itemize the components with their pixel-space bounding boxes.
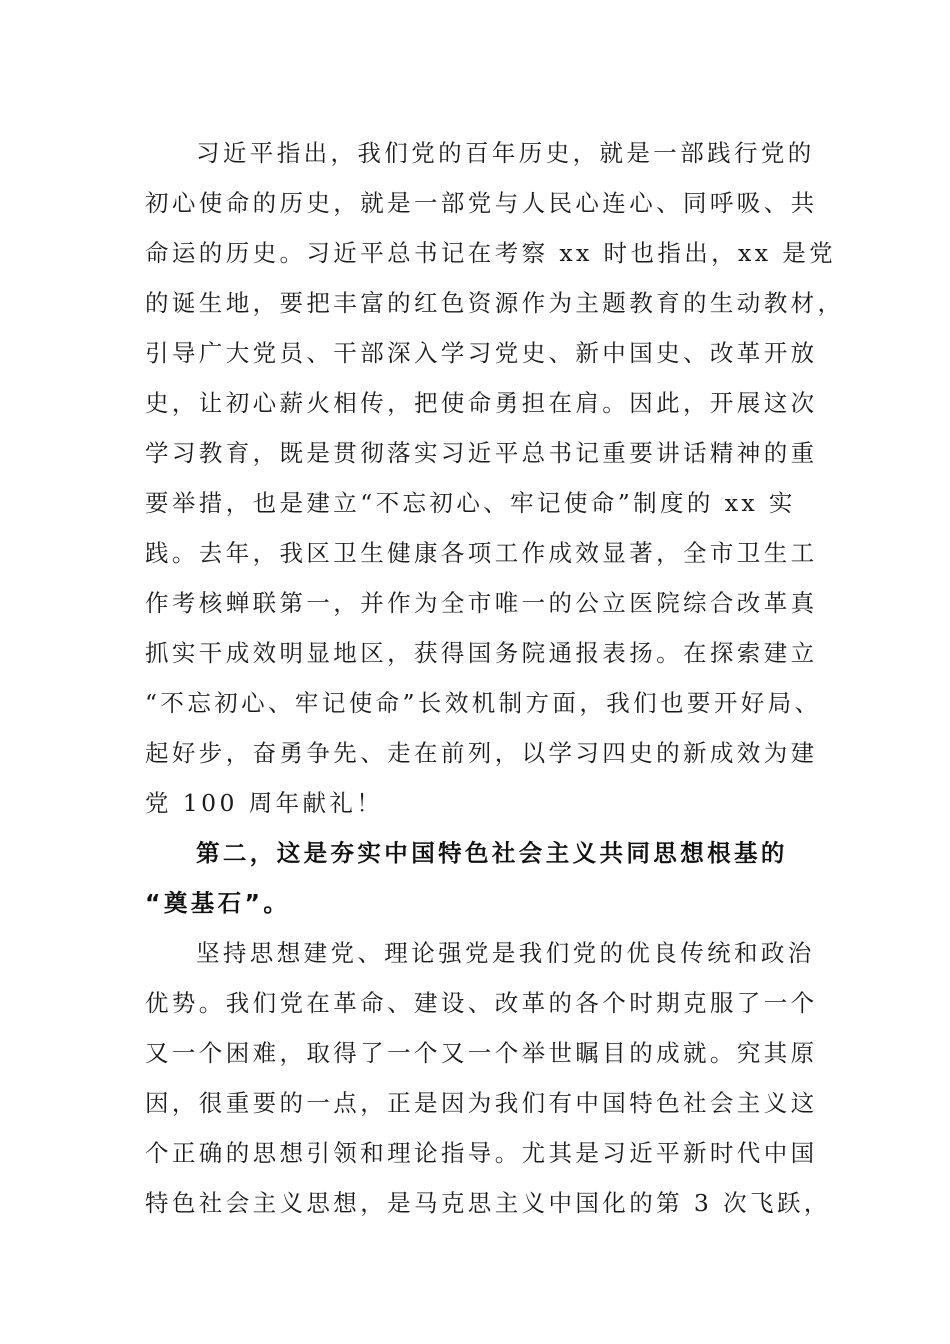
paragraph-2-line-6: 特色社会主义思想，是马克思主义中国化的第 3 次飞跃， xyxy=(145,1189,831,1217)
paragraph-1-line-14: 党 100 周年献礼！ xyxy=(145,789,384,817)
paragraph-2-line-4: 因，很重要的一点，正是因为我们有中国特色社会主义这 xyxy=(145,1089,818,1117)
paragraph-1-line-13: 起好步，奋勇争先、走在前列，以学习四史的新成效为建 xyxy=(145,739,818,767)
paragraph-1-line-4: 的诞生地，要把丰富的红色资源作为主题教育的生动教材， xyxy=(145,289,845,317)
paragraph-1-line-12: “不忘初心、牢记使命”长效机制方面，我们也要开好局、 xyxy=(145,689,822,717)
paragraph-1-line-7: 学习教育，既是贯彻落实习近平总书记重要讲话精神的重 xyxy=(145,439,818,467)
paragraph-1-line-11: 抓实干成效明显地区，获得国务院通报表扬。在探索建立 xyxy=(145,639,818,667)
paragraph-2-line-1: 坚持思想建党、理论强党是我们党的优良传统和政治 xyxy=(196,939,815,967)
paragraph-1-line-5: 引导广大党员、干部深入学习党史、新中国史、改革开放 xyxy=(145,339,818,367)
section-heading-line-2: “奠基石”。 xyxy=(145,889,291,917)
paragraph-1-line-10: 作考核蝉联第一，并作为全市唯一的公立医院综合改革真 xyxy=(145,589,818,617)
paragraph-1-line-1: 习近平指出，我们党的百年历史，就是一部践行党的 xyxy=(196,139,815,167)
paragraph-2-line-2: 优势。我们党在革命、建设、改革的各个时期克服了一个 xyxy=(145,989,818,1017)
paragraph-1-line-9: 践。去年，我区卫生健康各项工作成效显著，全市卫生工 xyxy=(145,539,818,567)
paragraph-1-line-6: 史，让初心薪火相传，把使命勇担在肩。因此，开展这次 xyxy=(145,389,818,417)
paragraph-1-line-2: 初心使命的历史，就是一部党与人民心连心、同呼吸、共 xyxy=(145,189,818,217)
paragraph-2-line-3: 又一个困难，取得了一个又一个举世瞩目的成就。究其原 xyxy=(145,1039,818,1067)
section-heading-line-1: 第二，这是夯实中国特色社会主义共同思想根基的 xyxy=(196,839,788,867)
paragraph-1-line-3: 命运的历史。习近平总书记在考察 xx 时也指出，xx 是党 xyxy=(145,239,837,267)
paragraph-2-line-5: 个正确的思想引领和理论指导。尤其是习近平新时代中国 xyxy=(145,1139,818,1167)
paragraph-1-line-8: 要举措，也是建立“不忘初心、牢记使命”制度的 xx 实 xyxy=(145,489,796,517)
